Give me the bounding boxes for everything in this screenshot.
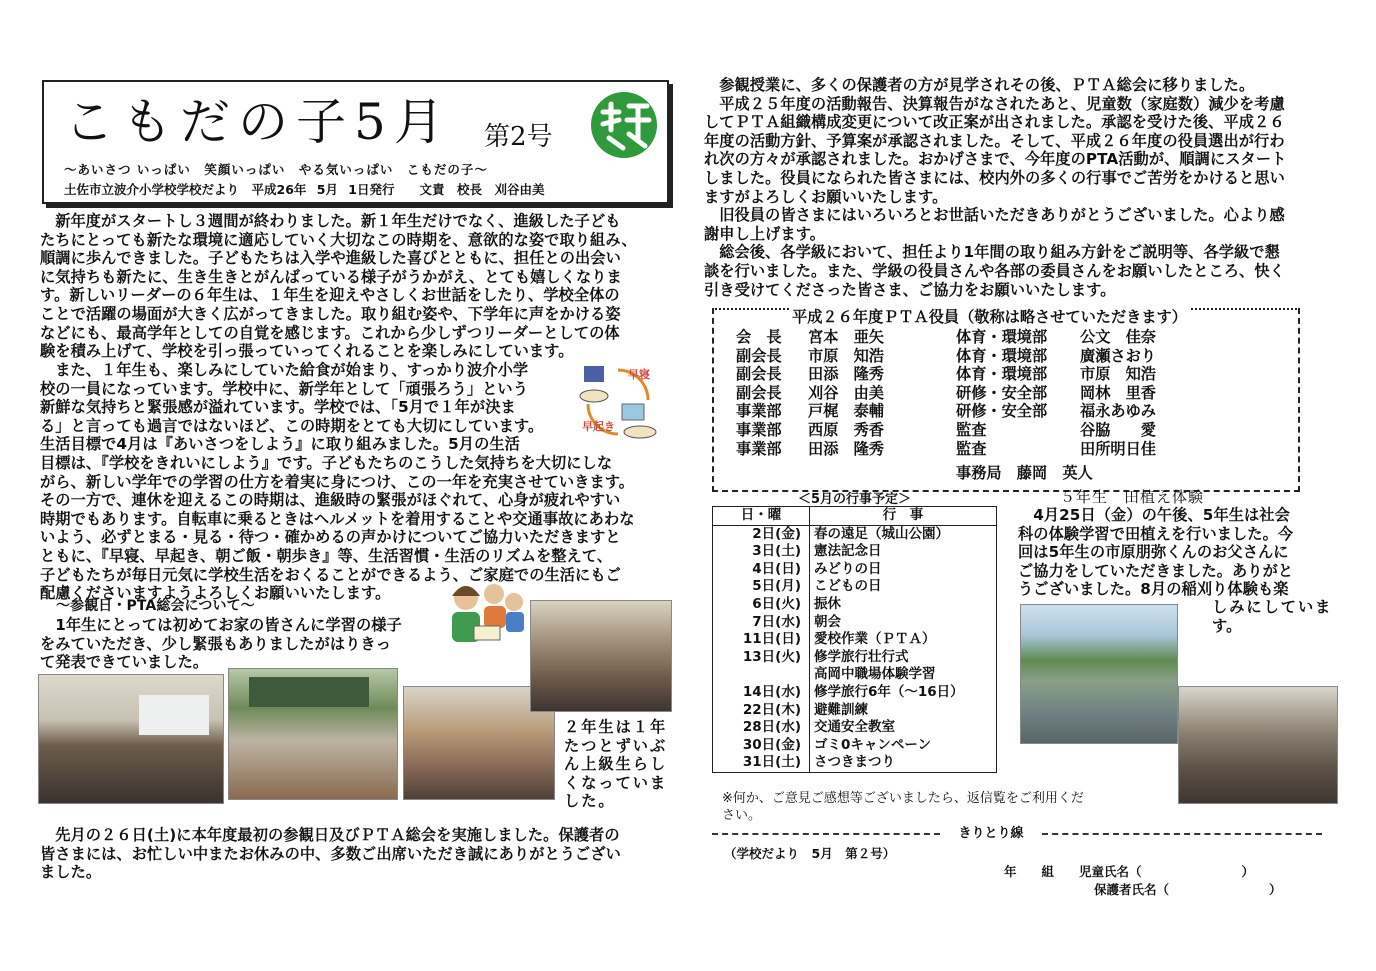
rice-planting-title: ５年生 田植え体験 <box>1060 488 1205 506</box>
text-line: 参観授業に、多くの保護者の方が見学されその後、ＰＴＡ総会に移りました。 <box>719 76 1255 94</box>
text-line: 科の体験学習で田植えを行いました。今 <box>1018 524 1294 543</box>
grade2-caption <box>564 718 667 811</box>
section-heading: ～参観日・PTA総会について～ <box>56 598 255 614</box>
schedule-date: 13日(火) <box>713 649 810 667</box>
schedule-date: 11日(日) <box>713 631 810 649</box>
dashed-line <box>712 833 940 835</box>
text-line: 校の一員になっています。学校中に、新学年として「頑張ろう」という <box>40 379 528 398</box>
schedule-date <box>713 666 810 684</box>
schedule-event: 憲法記念日 <box>810 543 997 561</box>
schedule-date: 2日(金) <box>713 525 810 543</box>
officer-role: 会 長 <box>736 328 782 346</box>
dashed-line <box>1042 833 1322 835</box>
text-line: 生活目標で4月は『あいさつをしよう』に取り組みました。5月の生活 <box>40 435 520 454</box>
officer-role: 体育・環境部 <box>956 346 1048 365</box>
text-line: ことで活躍の場面が大きく広がってきました。取り組む姿や、下学年に声をかける姿 <box>40 304 621 323</box>
text-line: 旧役員の皆さまにはいろいろとお世話いただきありがとうございました。心より感 <box>719 206 1285 225</box>
schedule-title: ＜5月の行事予定＞ <box>798 492 912 507</box>
rice-planting-tail <box>1212 598 1332 635</box>
schedule-event: みどりの日 <box>810 561 997 579</box>
text-line: しました。役員になられた皆さまには、校内外の多くの行事でご苦労をかけると思い <box>704 168 1285 187</box>
publisher-info: 土佐市立波介小学校学校だより 平成26年 5月 1日発行 文責 校長 刈谷由美 <box>64 182 545 197</box>
table-row <box>713 543 997 561</box>
reply-parent-name: 保護者氏名（ ） <box>1094 882 1282 897</box>
officer-role: 副会長 <box>736 346 782 365</box>
officer-name: 岡林 里香 <box>1080 383 1156 402</box>
officer-right-list <box>956 328 1156 458</box>
text-line: れ次の方々が承認されました。おかげさまで、今年度のPTA活動が、順調にスタート <box>704 150 1287 169</box>
schedule-event: 愛校作業（ＰＴＡ） <box>810 631 997 649</box>
officer-role: 事業部 <box>736 402 782 421</box>
text-line: 年度の活動方針、予算案が承認されました。そして、平成２６年度の役員選出が行わ <box>704 131 1285 150</box>
table-row <box>713 702 997 720</box>
officer-name: 谷脇 愛 <box>1080 420 1156 439</box>
text-line: ますがよろしくお願いいたします。 <box>704 187 948 206</box>
text-line: 皆さまには、お忙しい中またお休みの中、多数ご出席いただき誠にありがとうござい <box>40 844 621 863</box>
officer-role: 体育・環境部 <box>956 328 1048 346</box>
officer-role: 監査 <box>956 439 987 458</box>
officer-name: 戸梶 泰輔 <box>808 402 884 421</box>
text-line: て発表できていました。 <box>40 653 209 672</box>
officer-name: 市原 知浩 <box>808 346 884 365</box>
schedule-event: 春の遠足（城山公園） <box>810 525 997 543</box>
text-line: す。新しいリーダーの６年生は、１年生を迎えやさしくお世話をしたり、学校全体の <box>40 286 620 305</box>
text-line: 4月25日（金）の午後、5年生は社会 <box>1033 506 1290 524</box>
parent-visit-photo-4 <box>530 600 672 712</box>
officer-role: 事業部 <box>736 420 782 439</box>
text-line: してＰＴＡ組織構成変更について改正案が出されました。承認を受けた後、平成２６ <box>704 113 1285 132</box>
officers-title: 平成２６年度ＰＴＡ役員（敬称は略させていただきます） <box>792 308 1187 326</box>
text-line: 験を積み上げて、学校を引っ張っていってくれることを楽しみにしています。 <box>40 342 574 361</box>
family-illustration <box>444 576 528 656</box>
text-line: しみにしていま <box>1212 598 1333 616</box>
text-line: がら、新しい学年での学習の仕方を着実に身につけ、この一年を充実させていきます。 <box>40 472 635 491</box>
text-line: また、１年生も、楽しみにしていた給食が始まり、すっかり波介小学 <box>55 361 529 379</box>
officer-name: 市原 知浩 <box>1080 365 1156 384</box>
table-row <box>713 719 997 737</box>
text-line: 時期でもあります。自転車に乗るときはヘルメットを着用することや交通事故にあわな <box>40 509 635 528</box>
schedule-header-event: 行 事 <box>810 507 997 526</box>
secretariat: 事務局 藤岡 英人 <box>956 464 1093 482</box>
text-line: 回は5年生の市原朋弥くんのお父さんに <box>1018 543 1289 562</box>
text-line: 新鮮な気持ちと緊張感が溢れています。学校では、「5月で１年が決ま <box>40 398 516 417</box>
schedule-event: こどもの日 <box>810 578 997 596</box>
text-line: ん上級生らし <box>564 755 668 774</box>
schedule-date: 7日(水) <box>713 614 810 632</box>
text-line: 謝申し上げます。 <box>704 224 826 243</box>
early-sleep-label: 早寝 <box>628 368 650 381</box>
schedule-event: 修学旅行6年（～16日） <box>810 684 997 702</box>
text-line: いよう、必ずとまる・見る・待つ・確かめるの声かけについてご協力いただきますと <box>40 528 621 547</box>
table-row <box>713 578 997 596</box>
schedule-header-row <box>713 507 997 526</box>
text-line: くなっていま <box>564 773 668 792</box>
cut-label: きりとり線 <box>958 826 1024 841</box>
schedule-date: 22日(木) <box>713 702 810 720</box>
lifestyle-paragraph <box>40 361 635 603</box>
schedule-date: 28日(水) <box>713 719 810 737</box>
text-line: ２年生は１年 <box>564 718 668 736</box>
text-line: 談を行いました。また、学級の役員さんや各部の委員さんをお願いしたところ、快く <box>704 261 1285 280</box>
text-line: その一方で、連休を迎えるこの時期は、進級時の緊張がほぐれて、心身が疲れやすい <box>40 491 621 510</box>
table-row <box>713 614 997 632</box>
text-line: たつとずいぶ <box>564 736 668 755</box>
schedule-event: さつきまつり <box>810 754 997 772</box>
schedule-date: 14日(水) <box>713 684 810 702</box>
officer-name: 田添 隆秀 <box>808 439 884 458</box>
officer-role: 副会長 <box>736 365 782 384</box>
text-line: などにも、最高学年としての自覚を感じます。これから少しずつリーダーとしての体 <box>40 323 620 342</box>
officer-role: 研修・安全部 <box>956 383 1048 402</box>
table-row <box>713 596 997 614</box>
schedule-event: 避難訓練 <box>810 702 997 720</box>
newsletter-title: こもだの子5月 <box>64 93 452 151</box>
table-row <box>713 666 997 684</box>
text-line: ともに、『早寝、早起き、朝ご飯・朝歩き』等、生活習慣・生活のリズムを整えて、 <box>40 546 613 565</box>
school-slogan: ～あいさつ いっぱい 笑顔いっぱい やる気いっぱい こもだの子～ <box>64 162 488 177</box>
table-row <box>713 631 997 649</box>
schedule-date: 3日(土) <box>713 543 810 561</box>
rice-planting-paragraph <box>1018 506 1293 599</box>
schedule-date: 6日(火) <box>713 596 810 614</box>
schedule-event: ゴミ0キャンペーン <box>810 737 997 755</box>
officer-role: 事業部 <box>736 439 782 458</box>
officer-name: 田添 隆秀 <box>808 365 884 384</box>
text-line: した。 <box>564 792 616 811</box>
schedule-date: 31日(土) <box>713 754 810 772</box>
table-row <box>713 561 997 579</box>
visit-paragraph <box>40 616 402 672</box>
officer-role: 体育・環境部 <box>956 365 1048 384</box>
schedule-date: 4日(日) <box>713 561 810 579</box>
feedback-note-cont: さい。 <box>722 808 762 823</box>
pta-meeting-paragraph <box>704 76 1286 299</box>
officer-name: 刈谷 由美 <box>808 383 884 402</box>
table-row <box>713 684 997 702</box>
reply-student-name: 年 組 児童氏名（ ） <box>1004 864 1255 879</box>
text-line: 総会後、各学級において、担任より1年間の取り組み方針をご説明等、各学級で懇 <box>719 243 1280 262</box>
text-line: たちにとっても新たな環境に適応していく大切なこの時期を、意欲的な姿で取り組み、 <box>40 230 637 249</box>
table-row <box>713 649 997 667</box>
officer-name: 廣瀬さおり <box>1080 346 1156 365</box>
event-schedule-table <box>712 506 997 773</box>
officer-role: 研修・安全部 <box>956 402 1048 421</box>
officer-name: 西原 秀香 <box>808 420 884 439</box>
officer-name: 田所明日佳 <box>1080 439 1156 458</box>
sleep-cycle-illustration <box>578 360 660 444</box>
text-line: す。 <box>1212 616 1242 635</box>
reply-reference: （学校だより 5月 第２号） <box>724 846 896 861</box>
officer-name: 公文 佳奈 <box>1080 328 1156 346</box>
early-rise-label: 早起き <box>582 420 615 433</box>
table-row <box>713 737 997 755</box>
issue-number: 第2号 <box>484 122 553 152</box>
officer-name: 福永あゆみ <box>1080 402 1156 421</box>
officer-name: 宮本 亜矢 <box>808 328 884 346</box>
intro-paragraph <box>40 212 637 361</box>
schedule-event: 修学旅行壮行式 <box>810 649 997 667</box>
officer-role: 監査 <box>956 420 987 439</box>
text-line: をみていただき、少し緊張もありましたがはりきっ <box>40 634 392 653</box>
schedule-date: 5日(月) <box>713 578 810 596</box>
parent-visit-photo-1 <box>38 674 224 804</box>
feedback-note: ※何か、ご意見ご感想等ございましたら、返信覧をご利用くだ <box>722 791 1084 806</box>
text-line: る」と言っても過言ではないほど、この時期をとても大切にしています。 <box>40 416 544 435</box>
masthead <box>42 80 669 204</box>
schedule-event: 交通安全教室 <box>810 719 997 737</box>
table-row <box>713 754 997 772</box>
rice-planting-photo-1 <box>1020 604 1178 744</box>
schedule-date: 30日(金) <box>713 737 810 755</box>
text-line: 引き受けてくださった皆さま、ご協力をお願いいたします。 <box>704 280 1116 299</box>
officer-role: 副会長 <box>736 383 782 402</box>
text-line: に気持ちも新たに、生き生きとがんばっている様子がうかがえ、とても嬉しくなりま <box>40 267 622 286</box>
cut-line <box>712 822 1334 841</box>
text-line: 子どもたちが毎日元気に学校生活をおくることができるよう、ご家庭での生活にもご <box>40 565 621 584</box>
parent-visit-photo-2 <box>228 668 398 800</box>
text-line: 平成２５年度の活動報告、決算報告がなされたあと、児童数（家庭数）減少を考慮 <box>719 94 1285 113</box>
table-row <box>713 525 997 543</box>
text-line: 目標は、『学校をきれいにしよう』です。子どもたちのこうした気持ちを大切にしな <box>40 453 613 472</box>
observation-day-paragraph <box>40 826 621 882</box>
school-emblem-icon <box>589 90 659 160</box>
schedule-event: 朝会 <box>810 614 997 632</box>
text-line: 新年度がスタートし３週間が終わりました。新１年生だけでなく、進級した子ども <box>55 212 621 230</box>
schedule-event: 高岡中職場体験学習 <box>810 666 997 684</box>
schedule-event: 振休 <box>810 596 997 614</box>
text-line: うございました。8月の稲刈り体験も楽 <box>1018 580 1289 599</box>
text-line: ました。 <box>40 863 102 882</box>
schedule-header-date: 日・曜 <box>713 507 810 526</box>
text-line: 1年生にとっては初めてお家の皆さんに学習の様子 <box>55 616 402 634</box>
text-line: ご協力をしていただきました。ありがと <box>1018 561 1294 580</box>
rice-planting-photo-2 <box>1178 686 1338 804</box>
text-line: 順調に歩んできました。子どもたちは入学や進級した喜びとともに、担任との出会い <box>40 249 621 268</box>
officer-left-list <box>736 328 884 458</box>
text-line: 先月の２６日(土)に本年度最初の参観日及びＰＴＡ総会を実施しました。保護者の <box>55 826 620 844</box>
text-line: 配慮くださいますようよろしくお願いいたします。 <box>40 584 391 603</box>
